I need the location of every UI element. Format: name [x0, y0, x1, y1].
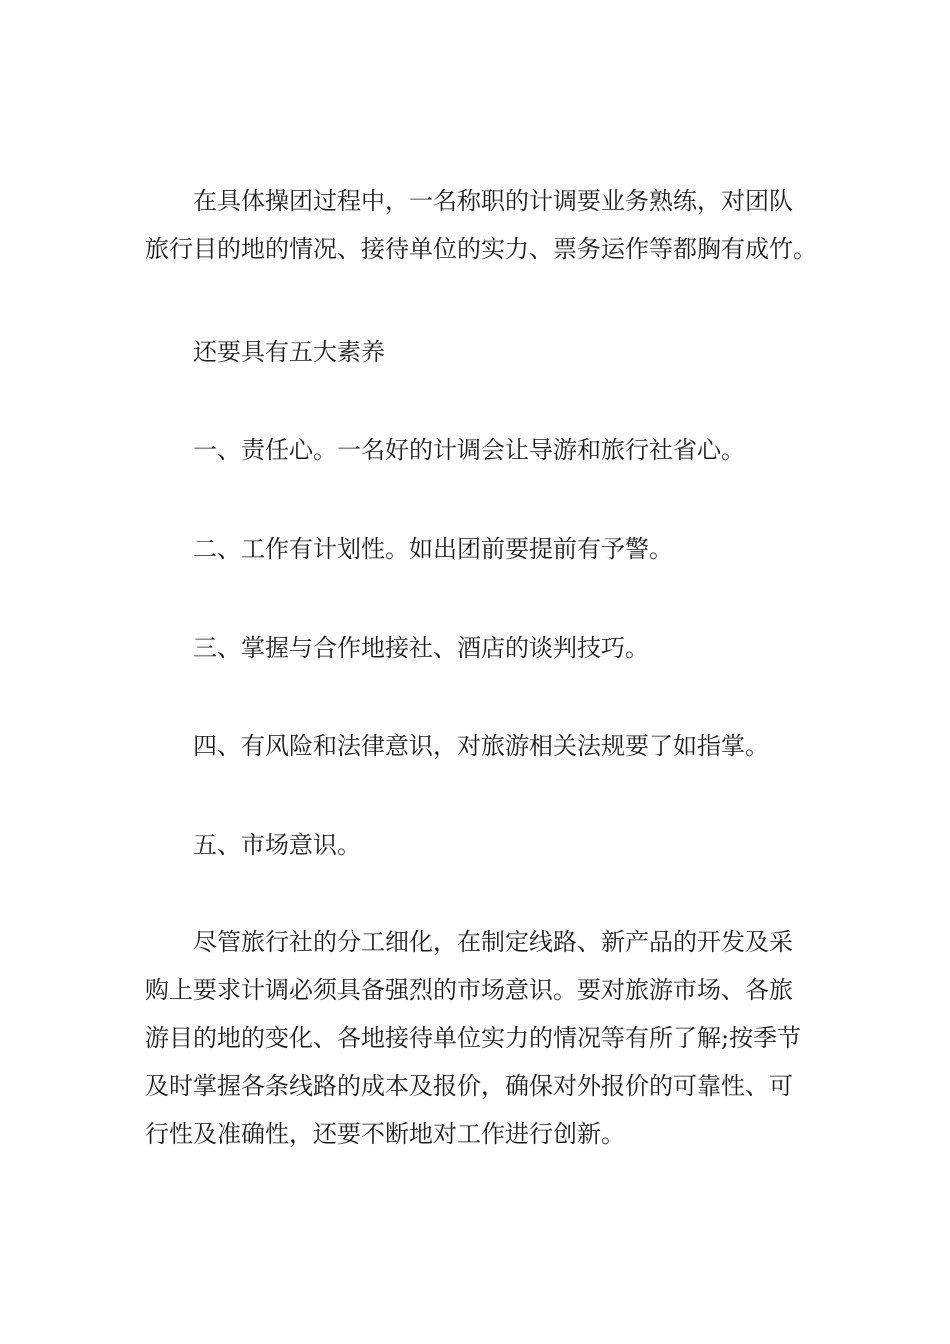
paragraph-line: 四、有风险和法律意识，对旅游相关法规要了如指掌。	[193, 732, 769, 760]
paragraph-2	[145, 328, 810, 376]
paragraph-8	[145, 918, 810, 1158]
paragraph-7	[145, 821, 810, 869]
paragraph-line: 尽管旅行社的分工细化，在制定线路、新产品的开发及采	[193, 928, 793, 956]
paragraph-line: 旅行目的地的情况、接待单位的实力、票务运作等都胸有成竹。	[145, 235, 817, 263]
paragraph-line: 及时掌握各条线路的成本及报价，确保对外报价的可靠性、可	[145, 1072, 793, 1100]
paragraph-line: 购上要求计调必须具备强烈的市场意识。要对旅游市场、各旅	[145, 976, 793, 1004]
paragraph-line: 还要具有五大素养	[193, 338, 385, 366]
paragraph-line: 二、工作有计划性。如出团前要提前有予警。	[193, 535, 673, 563]
paragraph-line: 一、责任心。一名好的计调会让导游和旅行社省心。	[193, 436, 745, 464]
paragraph-line: 游目的地的变化、各地接待单位实力的情况等有所了解;按季节	[145, 1024, 802, 1052]
paragraph-line: 行性及准确性，还要不断地对工作进行创新。	[145, 1120, 625, 1148]
paragraph-3	[145, 426, 810, 474]
paragraph-line: 三、掌握与合作地接社、酒店的谈判技巧。	[193, 634, 649, 662]
paragraph-1	[145, 177, 817, 273]
paragraph-line: 在具体操团过程中，一名称职的计调要业务熟练，对团队	[193, 187, 793, 215]
paragraph-6	[145, 722, 810, 770]
paragraph-5	[145, 624, 810, 672]
paragraph-4	[145, 525, 810, 573]
paragraph-line: 五、市场意识。	[193, 831, 361, 859]
